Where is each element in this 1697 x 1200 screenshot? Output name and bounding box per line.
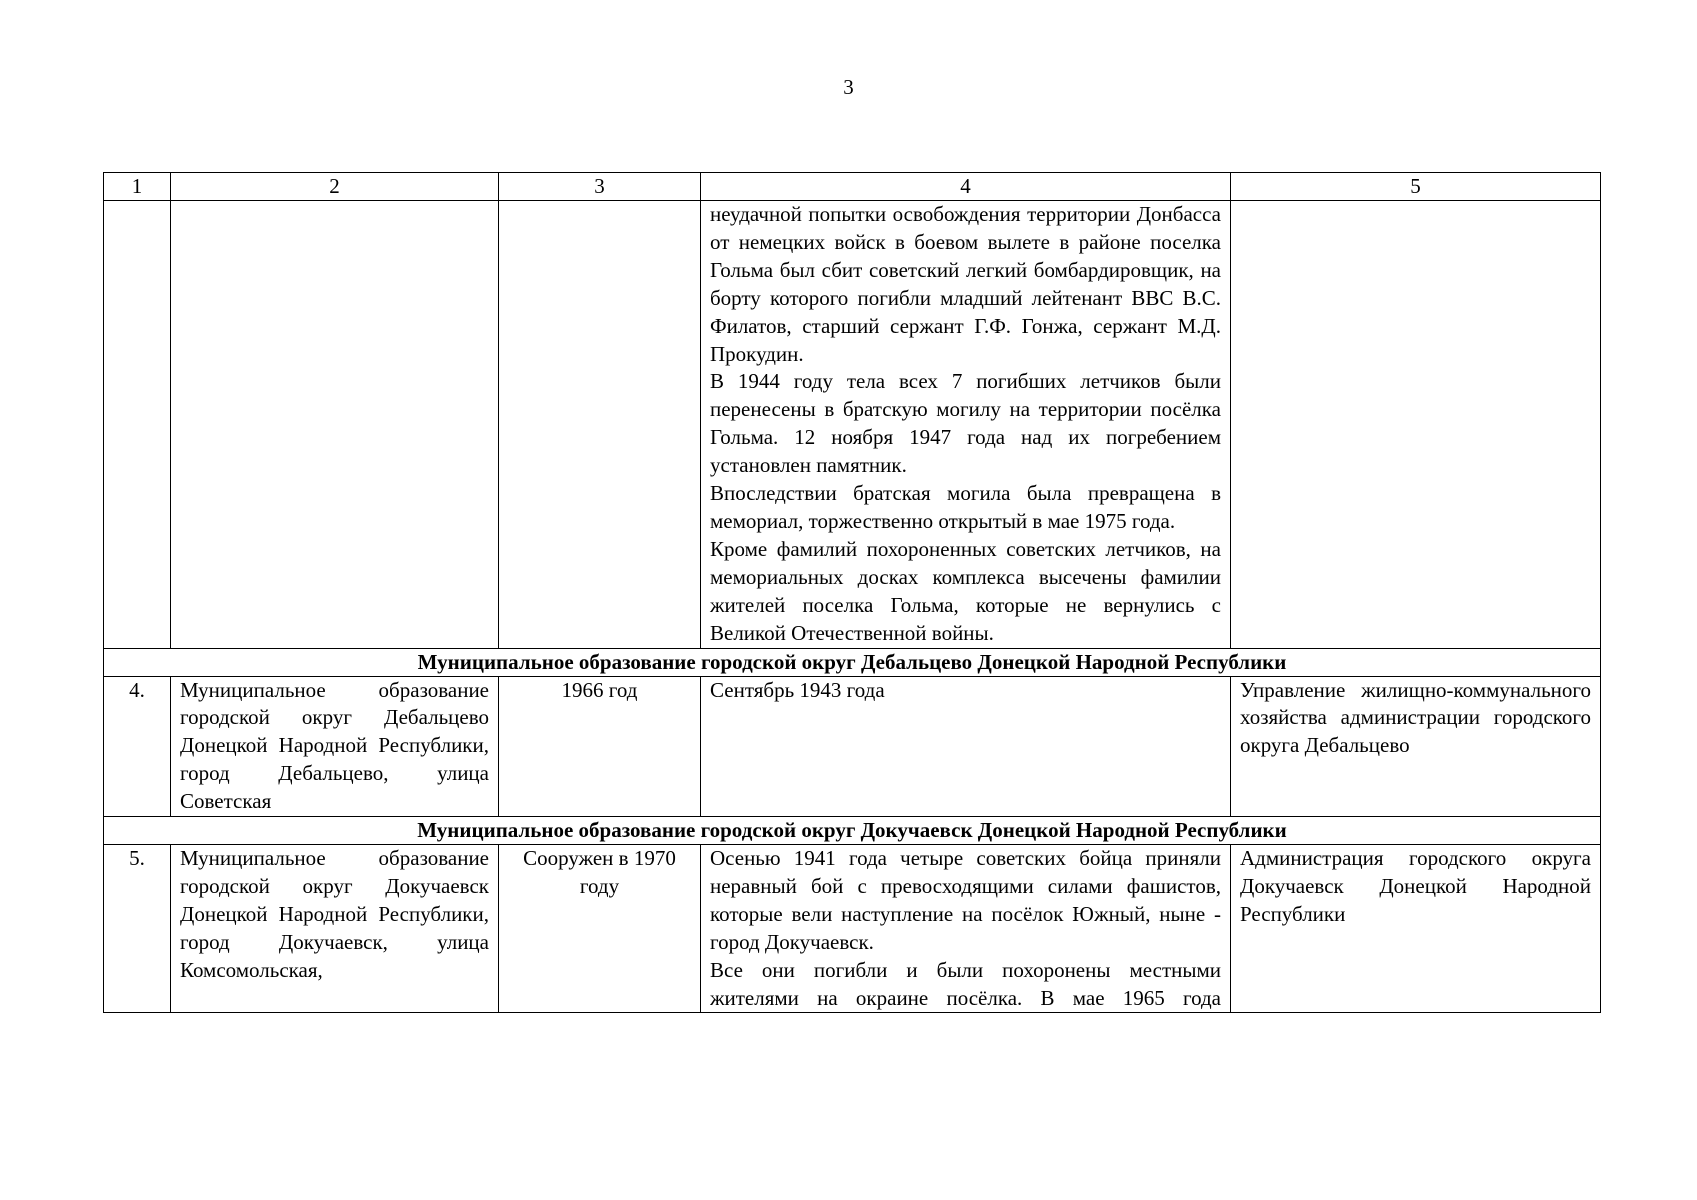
cell-empty-num	[104, 201, 171, 649]
table-row-4	[104, 676, 1601, 817]
table-row-continuation	[104, 201, 1601, 649]
history-paragraph: неудачной попытки освобождения территории Донбасса от немецких войск в боевом вылете в районе поселка Гольма был сбит советский легкий бомбардировщик, на борту которого погибли младший лейтенант ВВС В.С. Филатов, старший сержант Г.Ф. Гонжа, сержант М.Д. Прокудин.	[710, 202, 1221, 366]
history-paragraph: В 1944 году тела всех 7 погибших летчиков были перенесены в братскую могилу на территории посёлка Гольма. 12 ноября 1947 года над их погребением установлен памятник.	[710, 369, 1221, 478]
row-number: 4.	[104, 676, 171, 817]
cell-empty-date	[499, 201, 701, 649]
row-location	[171, 845, 499, 1013]
row-history: Сентябрь 1943 года	[701, 676, 1231, 817]
cell-empty-location	[171, 201, 499, 649]
header-cell-3: 3	[499, 173, 701, 201]
row-date	[499, 845, 701, 1013]
cell-empty-owner	[1231, 201, 1601, 649]
page-number: 3	[843, 75, 854, 99]
row-date: 1966 год	[499, 676, 701, 817]
row-date-text: Сооружен в 1970 году	[523, 846, 676, 898]
history-paragraph: Все они погибли и были похоронены местными жителями на окраине посёлка. В мае 1965 года	[710, 957, 1221, 1010]
header-cell-2: 2	[171, 173, 499, 201]
row-location: Муниципальное образование городской округ Дебальцево Донецкой Народной Республики, город Дебальцево, улица Советская	[171, 676, 499, 817]
row-owner-text: Администрация городского округа Докучаевск Донецкой Народной Республики	[1240, 846, 1591, 926]
row-owner: Управление жилищно-коммунального хозяйства администрации городского округа Дебальцево	[1231, 676, 1601, 817]
row-history	[701, 845, 1231, 1013]
header-cell-4: 4	[701, 173, 1231, 201]
table-row-5	[104, 845, 1601, 1013]
history-paragraph: Впоследствии братская могила была превращена в мемориал, торжественно открытый в мае 1975 года.	[710, 481, 1221, 533]
history-paragraph: Осенью 1941 года четыре советских бойца приняли неравный бой с превосходящими силами фашистов, которые вели наступление на посёлок Южный, ныне - город Докучаевск.	[710, 846, 1221, 954]
header-cell-1: 1	[104, 173, 171, 201]
row-number-text: 5.	[129, 846, 145, 871]
row-number	[104, 845, 171, 1013]
row-owner	[1231, 845, 1601, 1013]
row-history-text	[710, 845, 1221, 1010]
table-header-row	[104, 173, 1601, 201]
section-row-debaltsevo	[104, 648, 1601, 676]
section-title: Муниципальное образование городской округ Докучаевск Донецкой Народной Республики	[104, 817, 1601, 845]
section-row-dokuchaevsk	[104, 817, 1601, 845]
history-paragraph: Кроме фамилий похороненных советских летчиков, на мемориальных досках комплекса высечены фамилии жителей поселка Гольма, которые не вернулись с Великой Отечественной войны.	[710, 536, 1221, 645]
header-cell-5: 5	[1231, 173, 1601, 201]
row-location-text: Муниципальное образование городской округ Докучаевск Донецкой Народной Республики, город Докучаевск, улица Комсомольская,	[180, 846, 489, 982]
cell-history-continued	[701, 201, 1231, 649]
monuments-table	[103, 172, 1601, 1013]
section-title: Муниципальное образование городской округ Дебальцево Донецкой Народной Республики	[104, 648, 1601, 676]
